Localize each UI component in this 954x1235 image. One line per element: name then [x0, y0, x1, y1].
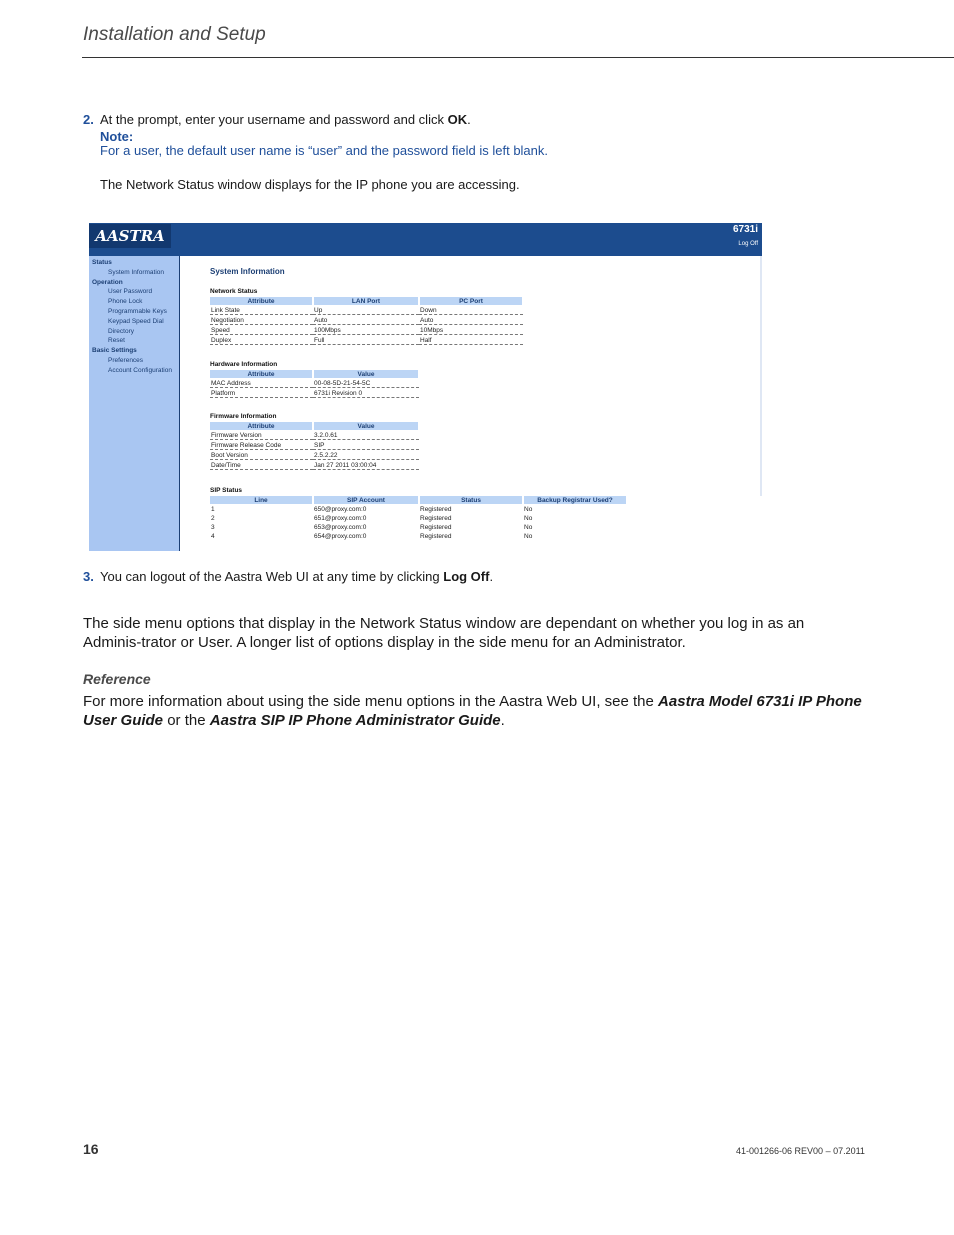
sidebar-item-operation[interactable]: Operation — [92, 278, 123, 286]
sidebar-item-basic-settings[interactable]: Basic Settings — [92, 347, 137, 355]
hardware-cell: 6731i Revision 0 — [313, 388, 419, 398]
sidebar-item-status[interactable]: Status — [92, 259, 112, 266]
table-row — [210, 440, 419, 450]
network-cell: Negotiation — [210, 315, 313, 325]
network-cell: Down — [419, 305, 523, 315]
hardware-header-cell: Attribute — [210, 370, 313, 378]
firmware-header-cell: Value — [313, 422, 419, 430]
network-cell: Auto — [419, 315, 523, 325]
step-2-number: 2. — [83, 112, 94, 127]
network-status-title: Network Status — [210, 288, 258, 295]
table-row — [210, 430, 419, 440]
firmware-cell: Firmware Release Code — [210, 440, 313, 450]
step-3-text: You can logout of the Aastra Web UI at any time by clicking Log Off. — [100, 569, 494, 584]
sidebar-item-phone-lock[interactable]: Phone Lock — [108, 298, 143, 306]
document-number: 41-001266-06 REV00 – 07.2011 — [736, 1146, 865, 1156]
table-row — [210, 378, 419, 388]
sip-cell: Registered — [420, 515, 452, 522]
sip-header-cell: SIP Account — [313, 496, 419, 504]
network-cell: Full — [313, 335, 419, 345]
sidebar-item-account-configuration[interactable]: Account Configuration — [108, 366, 172, 374]
table-row — [210, 450, 419, 460]
firmware-cell: 3.2.0.61 — [313, 430, 419, 440]
network-cell: Link State — [210, 305, 313, 315]
sip-cell: No — [524, 533, 533, 540]
aastra-logo: AASTRA — [89, 224, 171, 248]
firmware-cell: Date/Time — [210, 460, 313, 470]
hardware-information-table — [210, 370, 420, 398]
firmware-information-table — [210, 422, 420, 470]
network-cell: Duplex — [210, 335, 313, 345]
header-rule — [82, 57, 954, 58]
hardware-header-cell: Value — [313, 370, 419, 378]
sidebar-item-system-information[interactable]: System Information — [108, 268, 164, 276]
sip-cell: 3 — [211, 524, 215, 531]
network-status-table — [210, 297, 524, 345]
sip-cell: 653@proxy.com:0 — [314, 524, 367, 531]
network-cell: Auto — [313, 315, 419, 325]
sip-header-cell: Status — [419, 496, 523, 504]
sip-cell: No — [524, 506, 533, 513]
sidebar-item-directory[interactable]: Directory — [108, 327, 135, 335]
table-row — [210, 325, 523, 335]
hardware-information-title: Hardware Information — [210, 361, 278, 368]
table-row — [210, 460, 419, 470]
sip-cell: 651@proxy.com:0 — [314, 515, 367, 522]
firmware-cell: SIP — [313, 440, 419, 450]
table-row — [210, 513, 627, 522]
side-menu-paragraph: The side menu options that display in the Network Status window are dependant on whether you log in as an Adminis-trator or User. A longer list of options display in the side menu for an Administrator. — [83, 615, 805, 651]
network-header-cell: Attribute — [210, 297, 313, 305]
page-header-title: Installation and Setup — [83, 24, 266, 45]
sip-cell: 650@proxy.com:0 — [314, 506, 367, 513]
system-information-title: System Information — [210, 267, 285, 276]
sip-cell: No — [524, 515, 533, 522]
firmware-cell: Boot Version — [210, 450, 313, 460]
sidebar-item-programmable-keys[interactable]: Programmable Keys — [108, 308, 167, 315]
note-label: Note: — [100, 129, 134, 144]
firmware-information-title: Firmware Information — [210, 413, 277, 420]
reference-text: For more information about using the side menu options in the Aastra Web UI, see the Aastra Model 6731i IP Phone User Guide or the Aastra SIP IP Phone Administrator Guide. — [83, 693, 862, 729]
hardware-cell: 00-08-5D-21-54-5C — [313, 378, 419, 388]
sidebar-item-reset[interactable]: Reset — [108, 337, 125, 345]
sidebar-item-preferences[interactable]: Preferences — [108, 357, 144, 364]
network-header-cell: PC Port — [419, 297, 523, 305]
table-row — [210, 504, 627, 513]
sip-cell: 4 — [211, 533, 215, 540]
sidebar-item-keypad-speed-dial[interactable]: Keypad Speed Dial — [108, 317, 164, 325]
firmware-cell: Firmware Version — [210, 430, 313, 440]
table-row — [210, 531, 627, 540]
sip-cell: No — [524, 524, 533, 531]
step-3-number: 3. — [83, 569, 94, 584]
sip-cell: 2 — [211, 515, 215, 522]
sip-cell: Registered — [420, 524, 452, 531]
sip-status-title: SIP Status — [210, 487, 243, 494]
web-ui-screenshot — [89, 223, 762, 551]
step-2-text: At the prompt, enter your username and password and click OK. — [100, 112, 471, 127]
table-row — [210, 305, 523, 315]
network-header-cell: LAN Port — [313, 297, 419, 305]
hardware-cell: MAC Address — [210, 378, 313, 388]
firmware-cell: Jan 27 2011 03:00:04 — [313, 460, 419, 470]
sidebar-item-user-password[interactable]: User Password — [108, 288, 153, 296]
web-ui-sidebar — [89, 256, 180, 551]
network-cell: Half — [419, 335, 523, 345]
sip-status-table — [210, 496, 628, 540]
model-label: 6731i — [732, 224, 758, 235]
log-off-link[interactable]: Log Off — [738, 241, 758, 247]
scrollbar[interactable] — [760, 256, 762, 496]
sip-header-cell: Backup Registrar Used? — [523, 496, 627, 504]
firmware-header-cell: Attribute — [210, 422, 313, 430]
note-text: For a user, the default user name is “user” and the password field is left blank. — [100, 143, 549, 158]
web-ui-header-bar — [89, 223, 762, 256]
reference-label: Reference — [83, 671, 151, 687]
table-row — [210, 522, 627, 531]
page-number: 16 — [83, 1141, 99, 1157]
status-text: The Network Status window displays for the IP phone you are accessing. — [100, 177, 520, 192]
network-cell: Speed — [210, 325, 313, 335]
network-cell: 10Mbps — [419, 325, 523, 335]
table-row — [210, 335, 523, 345]
sip-header-cell: Line — [210, 496, 313, 504]
firmware-cell: 2.5.2.22 — [313, 450, 419, 460]
sip-cell: 1 — [211, 506, 215, 513]
sip-cell: Registered — [420, 533, 452, 540]
table-row — [210, 315, 523, 325]
sip-cell: 654@proxy.com:0 — [314, 533, 367, 540]
sip-cell: Registered — [420, 506, 452, 513]
network-cell: 100Mbps — [313, 325, 419, 335]
network-cell: Up — [313, 305, 419, 315]
hardware-cell: Platform — [210, 388, 313, 398]
table-row — [210, 388, 419, 398]
